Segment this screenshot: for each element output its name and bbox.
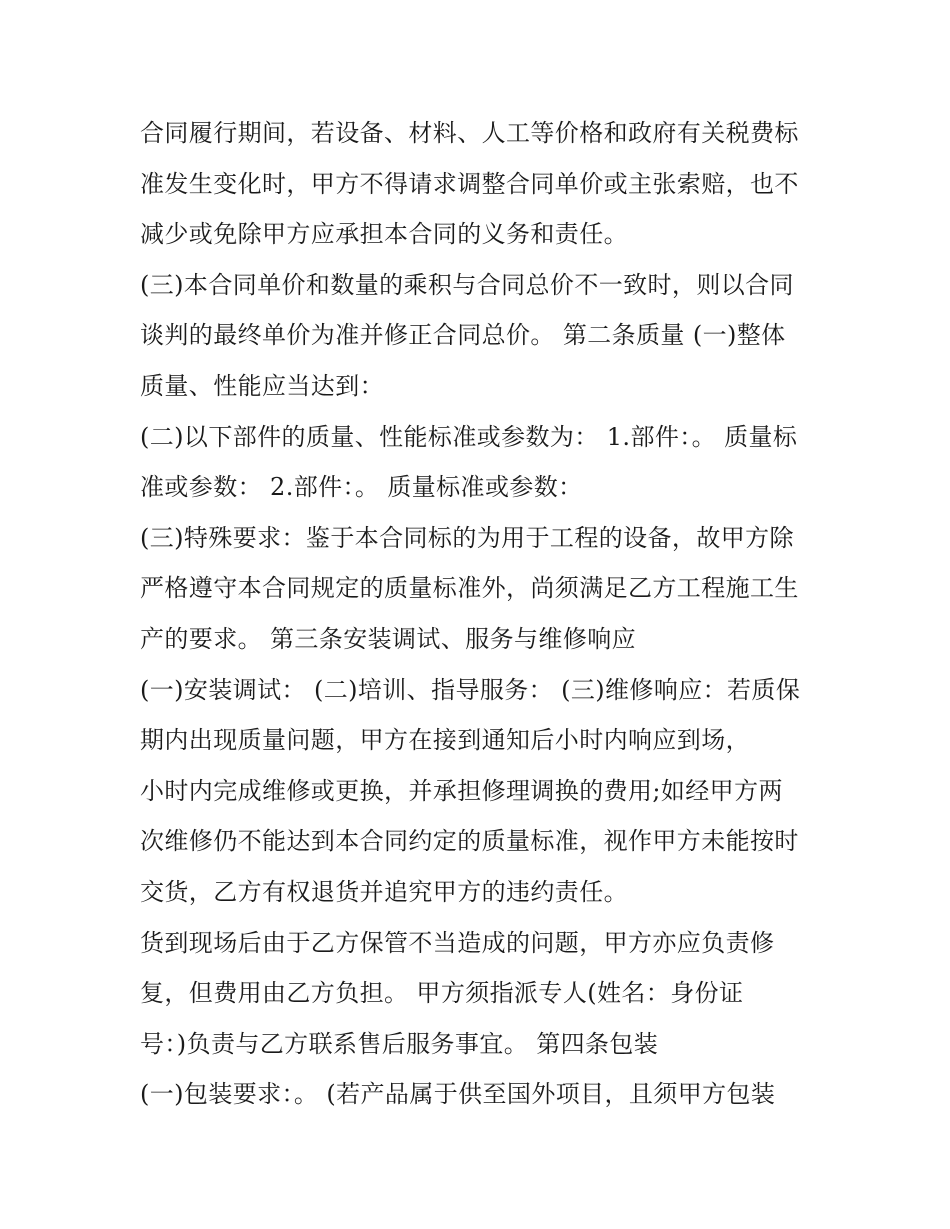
text-line: 期内出现质量问题，甲方在接到通知后小时内响应到场， — [140, 726, 750, 755]
text-line: 严格遵守本合同规定的质量标准外，尚须满足乙方工程施工生 — [140, 574, 799, 603]
text-line: (一)安装调试： (二)培训、指导服务： (三)维修响应：若质保 — [140, 675, 801, 704]
text-line: 小时内完成维修或更换，并承担修理调换的费用;如经甲方两 — [140, 776, 783, 805]
text-line: 产的要求。 第三条安装调试、服务与维修响应 — [140, 624, 637, 653]
text-line: (二)以下部件的质量、性能标准或参数为： 1.部件：。 质量标 — [140, 422, 798, 451]
text-line: (三)本合同单价和数量的乘积与合同总价不一致时，则以合同 — [140, 270, 794, 299]
text-line: 货到现场后由于乙方保管不当造成的问题，甲方亦应负责修 — [140, 928, 775, 957]
text-line: 号：)负责与乙方联系售后服务事宜。 第四条包装 — [140, 1029, 659, 1058]
text-line: 次维修仍不能达到本合同约定的质量标准，视作甲方未能按时 — [140, 827, 799, 856]
document-body — [140, 108, 820, 1120]
text-line: 交货，乙方有权退货并追究甲方的违约责任。 — [140, 877, 628, 906]
text-line: 合同履行期间，若设备、材料、人工等价格和政府有关税费标 — [140, 119, 799, 147]
text-line: 谈判的最终单价为准并修正合同总价。 第二条质量 (一)整体 — [140, 321, 786, 350]
text-line: 准发生变化时，甲方不得请求调整合同单价或主张索赔，也不 — [140, 169, 799, 198]
text-line: (三)特殊要求：鉴于本合同标的为用于工程的设备，故甲方除 — [140, 523, 794, 552]
text-line: 准或参数： 2.部件：。 质量标准或参数： — [140, 473, 583, 502]
text-line: 减少或免除甲方应承担本合同的义务和责任。 — [140, 220, 628, 249]
text-line: 质量、性能应当达到： — [140, 371, 384, 400]
text-line: (一)包装要求：。 (若产品属于供至国外项目，且须甲方包装 — [140, 1080, 776, 1109]
text-line: 复，但费用由乙方负担。 甲方须指派专人(姓名：身份证 — [140, 979, 744, 1008]
